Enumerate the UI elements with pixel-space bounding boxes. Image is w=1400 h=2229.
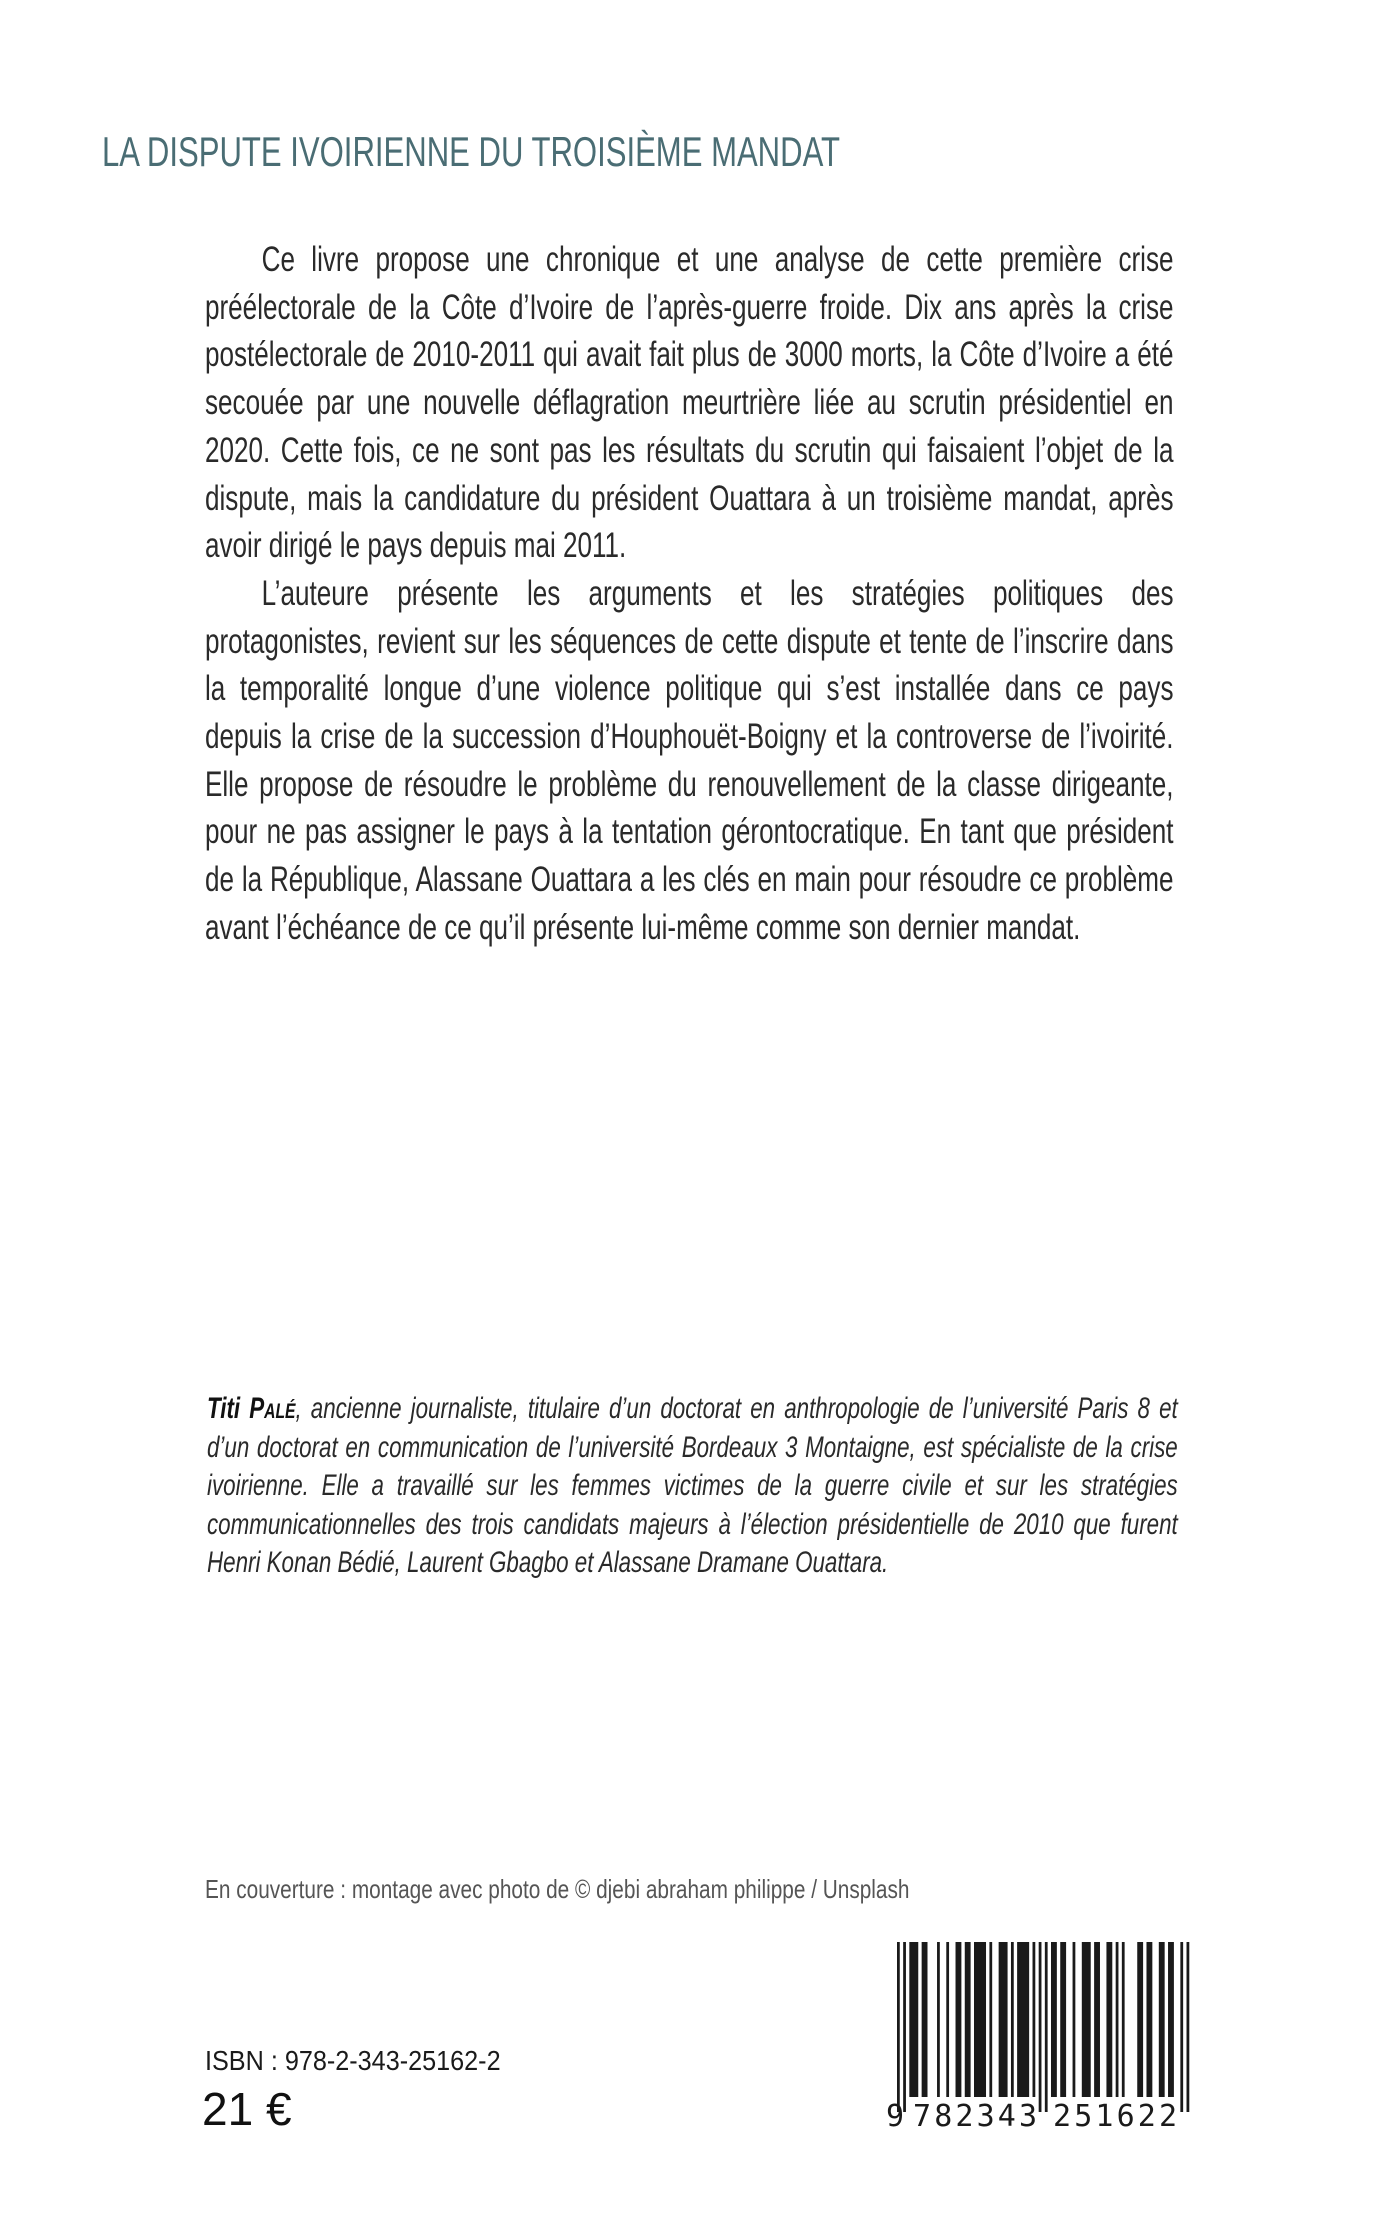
barcode-bar <box>1146 1942 1152 2097</box>
barcode-guard-bar <box>1180 1942 1183 2112</box>
author-bio <box>207 1390 1178 1583</box>
barcode-icon <box>880 1935 1200 2135</box>
barcode-guard-bar <box>1039 1942 1042 2112</box>
barcode-bar <box>1060 1942 1066 2097</box>
barcode-digits-right: 251622 <box>1053 2099 1177 2134</box>
author-bio-text: , ancienne journaliste, titulaire d’un doctorat en anthropologie de l’université Paris 8 et d’un doctorat en communication de l’université Bordeaux 3 Montaigne, est spécialiste de la crise ivoirienne. Elle a travaillé sur les femmes victimes de la guerre civile et sur les stratégies communicationnelles des trois candidats majeurs à l’élection présidentielle de 2010 que furent Henri Konan Bédié, Laurent Gbagbo et Alassane Dramane Ouattara. <box>207 1392 1178 1579</box>
barcode-bar <box>937 1942 940 2097</box>
barcode-bar <box>1073 1942 1076 2097</box>
barcode-bar <box>1122 1942 1125 2097</box>
barcode-guard-bar <box>903 1942 906 2112</box>
book-title: LA DISPUTE IVOIRIENNE DU TROISIÈME MANDAT <box>102 128 840 175</box>
barcode-bar <box>1051 1942 1057 2097</box>
barcode-bar <box>956 1942 962 2097</box>
barcode-guard-bar <box>1045 1942 1048 2112</box>
barcode-bar <box>909 1942 918 2097</box>
book-blurb <box>205 236 1174 952</box>
isbn: ISBN : 978-2-343-25162-2 <box>205 2045 501 2076</box>
barcode-bar <box>965 1942 971 2097</box>
price: 21 € <box>202 2083 292 2135</box>
barcode-graphic <box>880 1935 1200 2135</box>
blurb-paragraph: Ce livre propose une chronique et une analyse de cette première crise préélectorale de la Côte d’Ivoire de l’après-guerre froide. Dix ans après la crise postélectorale de 2010-2011 qui avait fait plus de 3000 morts, la Côte d’Ivoire a été secouée par une nouvelle déflagration meurtrière liée au scrutin présidentiel en 2020. Cette fois, ce ne sont pas les résultats du scrutin qui faisaient l’objet de la dispute, mais la candidature du président Ouattara à un troisième mandat, après avoir dirigé le pays depuis mai 2011. <box>205 240 1174 566</box>
barcode-bar <box>1116 1942 1119 2097</box>
barcode-bar <box>946 1942 949 2097</box>
author-first-name: Titi <box>207 1392 241 1425</box>
barcode-bar <box>1159 1942 1165 2097</box>
barcode-bar <box>1017 1942 1029 2097</box>
cover-photo-credit: En couverture : montage avec photo de © djebi abraham philippe / Unsplash <box>205 1874 910 1904</box>
barcode-guard-bar <box>897 1942 900 2112</box>
barcode-digits-left: 782343 <box>913 2099 1037 2134</box>
barcode-bar <box>974 1942 986 2097</box>
barcode-bar <box>1094 1942 1100 2097</box>
barcode-bar <box>1106 1942 1112 2097</box>
barcode-bar <box>922 1942 928 2097</box>
barcode-bar <box>1082 1942 1091 2097</box>
barcode-bars <box>897 1942 1189 2112</box>
blurb-paragraph: L’auteure présente les arguments et les stratégies politiques des protagonistes, revient sur les séquences de cette dispute et tente de l’inscrire dans la temporalité longue d’une violence politique qui s’est installée dans ce pays depuis la crise de la succession d’Houphouët-Boigny et la controverse de l’ivoirité. Elle propose de résoudre le problème du renouvellement de la classe dirigeante, pour ne pas assigner le pays à la tentation gérontocratique. En tant que président de la République, Alassane Ouattara a les clés en main pour résoudre ce problème avant l’échéance de ce qu’il présente lui-même comme son dernier mandat. <box>205 573 1174 947</box>
barcode-bar <box>1011 1942 1014 2097</box>
barcode-guard-bar <box>1187 1942 1190 2112</box>
barcode-bar <box>1033 1942 1036 2097</box>
barcode-bar <box>989 1942 992 2097</box>
author-last-name: Palé <box>249 1392 296 1425</box>
barcode-digit-first: 9 <box>886 2099 905 2134</box>
barcode-bar <box>1168 1942 1174 2097</box>
barcode-bar <box>999 1942 1008 2097</box>
barcode-bar <box>1137 1942 1143 2097</box>
